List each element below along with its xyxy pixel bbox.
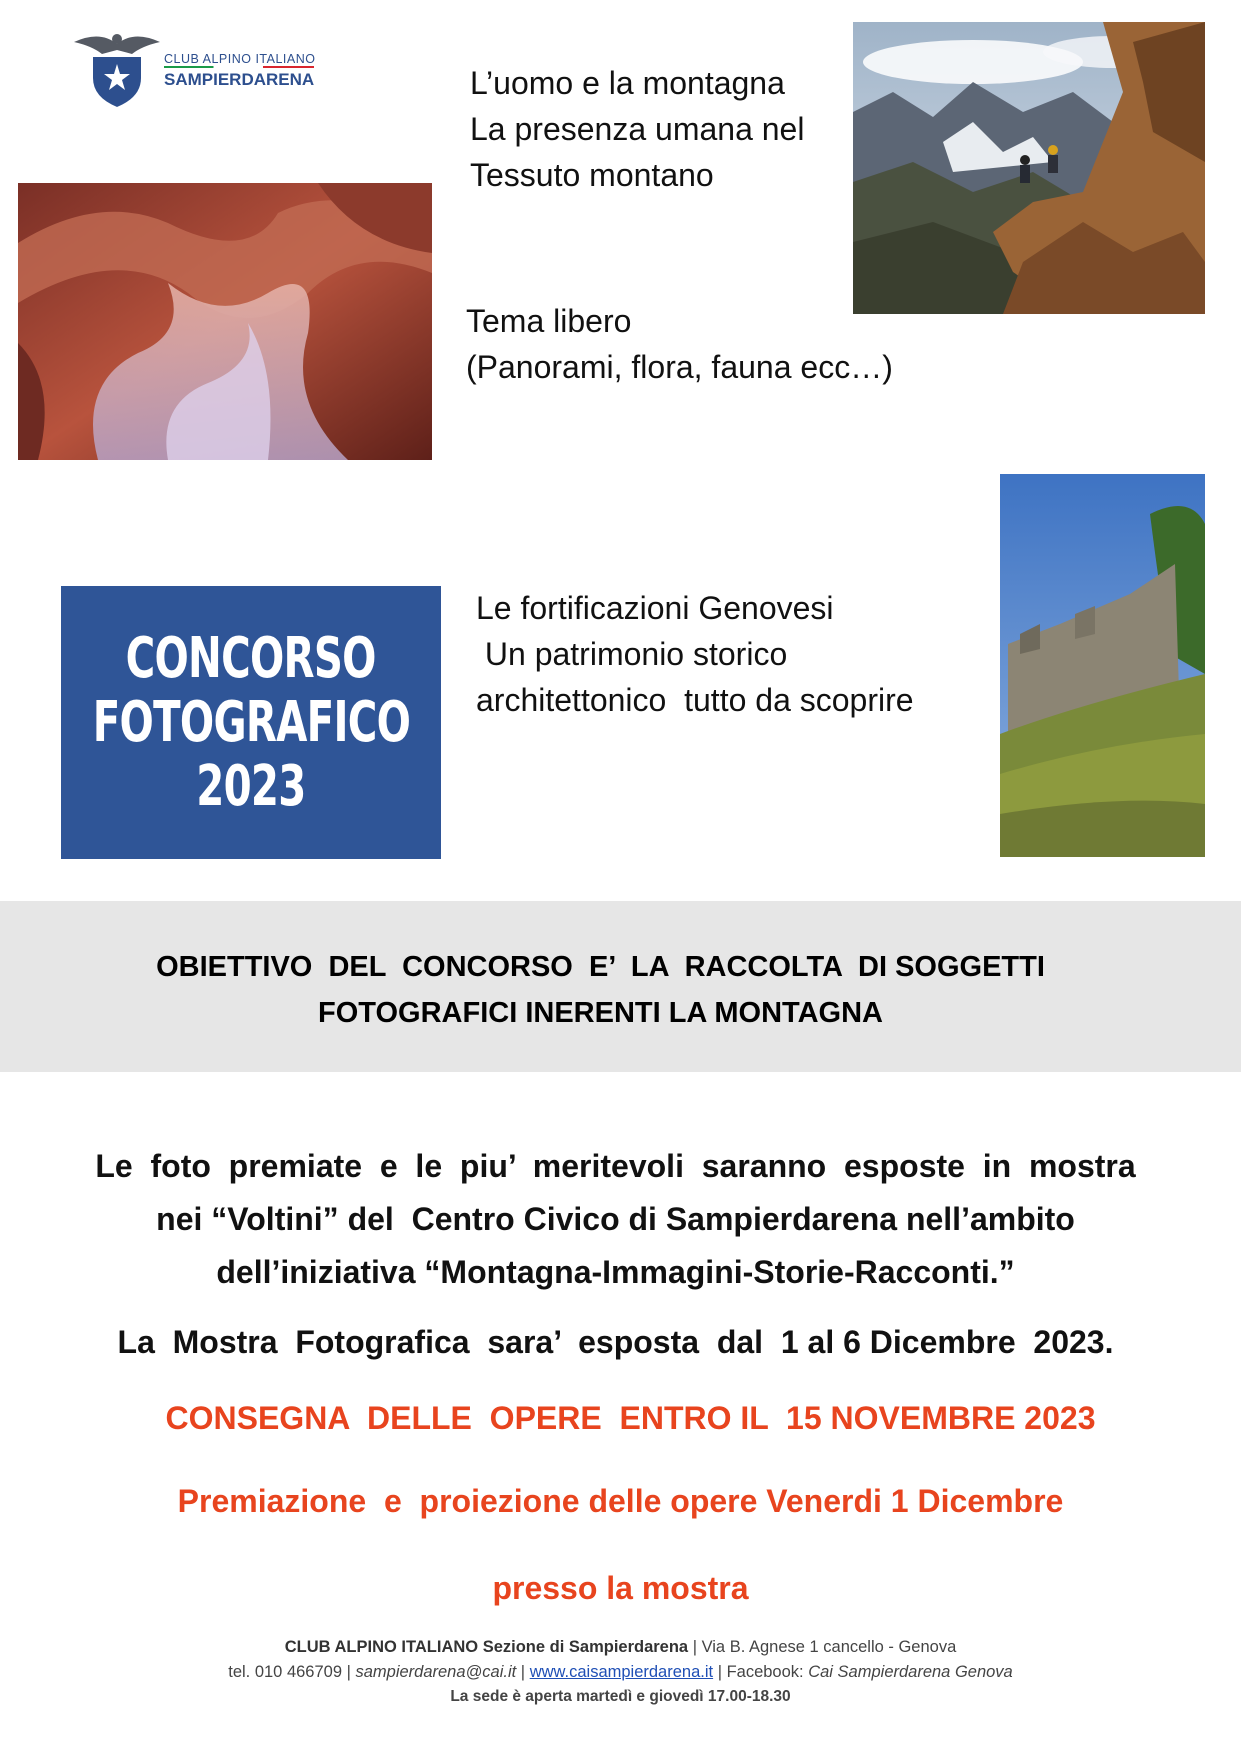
theme-1-line: Tessuto montano bbox=[470, 157, 714, 193]
objective-band bbox=[0, 901, 1241, 1072]
award-ceremony: Premiazione e proiezione delle opere Venerdi 1 Dicembre bbox=[177, 1483, 1064, 1519]
footer-phone: tel. 010 466709 | bbox=[228, 1663, 356, 1681]
climbers-photo bbox=[853, 22, 1205, 314]
theme-1-line: L’uomo e la montagna bbox=[470, 65, 785, 101]
body-line2: nei “Voltini” del Centro Civico di Sampierdarena nell’ambito bbox=[156, 1201, 1075, 1237]
footer-sep: | bbox=[516, 1663, 530, 1681]
theme-3 bbox=[476, 585, 914, 723]
footer-website-link[interactable]: www.caisampierdarena.it bbox=[529, 1663, 714, 1681]
theme-3-line: Le fortificazioni Genovesi bbox=[476, 590, 834, 626]
contest-banner bbox=[61, 586, 441, 859]
fortress-photo bbox=[1000, 474, 1205, 857]
objective-line1: OBIETTIVO DEL CONCORSO E’ LA RACCOLTA DI SOGGETTI bbox=[156, 951, 1045, 983]
footer-line2 bbox=[0, 1663, 1241, 1682]
footer-hours: La sede è aperta martedì e giovedì 17.00-18.30 bbox=[450, 1688, 791, 1705]
submission-deadline: CONSEGNA DELLE OPERE ENTRO IL 15 NOVEMBRE 2023 bbox=[165, 1400, 1096, 1436]
footer-facebook: Cai Sampierdarena Genova bbox=[808, 1663, 1013, 1681]
body-line1: Le foto premiate e le piu’ meritevoli saranno esposte in mostra bbox=[95, 1148, 1136, 1184]
cai-emblem-icon bbox=[70, 26, 164, 110]
theme-3-line: Un patrimonio storico bbox=[476, 636, 788, 672]
banner-line1: CONCORSO bbox=[125, 625, 377, 691]
theme-1 bbox=[470, 60, 804, 198]
footer-address: | Via B. Agnese 1 cancello - Genova bbox=[688, 1638, 957, 1656]
banner-line2: FOTOGRAFICO bbox=[92, 689, 410, 755]
body-line3: dell’iniziativa “Montagna-Immagini-Storie-Racconti.” bbox=[216, 1254, 1015, 1290]
cai-logo bbox=[70, 26, 330, 112]
theme-2-line: (Panorami, flora, fauna ecc…) bbox=[466, 349, 893, 385]
footer-org: CLUB ALPINO ITALIANO Sezione di Sampierdarena bbox=[284, 1638, 689, 1656]
exhibition-dates: La Mostra Fotografica sara’ esposta dal 1 al 6 Dicembre 2023. bbox=[117, 1324, 1114, 1360]
tricolor-stripe bbox=[164, 66, 314, 68]
footer-line1 bbox=[0, 1638, 1241, 1657]
logo-line2: SAMPIERDARENA bbox=[164, 70, 315, 89]
banner-line3: 2023 bbox=[196, 753, 306, 819]
award-place: presso la mostra bbox=[492, 1570, 749, 1606]
footer-facebook-label: | Facebook: bbox=[713, 1663, 809, 1681]
theme-1-line: La presenza umana nel bbox=[470, 111, 805, 147]
objective-line2: FOTOGRAFICI INERENTI LA MONTAGNA bbox=[318, 997, 883, 1029]
logo-line1: CLUB ALPINO ITALIANO bbox=[164, 52, 316, 66]
theme-3-line: architettonico tutto da scoprire bbox=[476, 682, 914, 718]
canyon-photo bbox=[18, 183, 432, 460]
footer-email[interactable]: sampierdarena@cai.it bbox=[355, 1663, 517, 1681]
theme-2-line: Tema libero bbox=[466, 303, 632, 339]
theme-2 bbox=[466, 298, 893, 390]
